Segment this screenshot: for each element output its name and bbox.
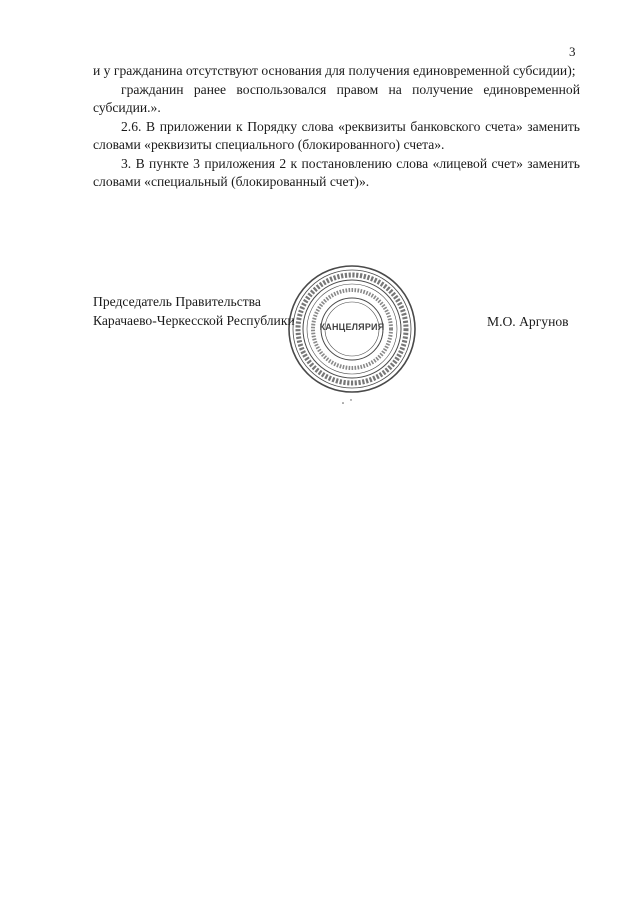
document-body xyxy=(93,62,580,192)
page-number: 3 xyxy=(569,44,576,59)
signature-name: М.О. Аргунов xyxy=(487,314,569,329)
signature-title-line-1: Председатель Правительства xyxy=(93,294,261,309)
scan-artifact xyxy=(340,394,360,404)
paragraph-4: 3. В пункте 3 приложения 2 к постановлению слова «лицевой счет» заменить словами «специальный (блокированный счет)». xyxy=(93,155,580,189)
official-seal xyxy=(286,264,418,394)
signature-title-line-2: Карачаево-Черкесской Республики xyxy=(93,312,295,328)
paragraph-1: и у гражданина отсутствуют основания для получения единовременной субсидии); xyxy=(93,63,576,78)
paragraph-2: гражданин ранее воспользовался правом на получение единовременной субсидии.». xyxy=(93,81,580,115)
paragraph-3: 2.6. В приложении к Порядку слова «реквизиты банковского счета» заменить словами «реквизиты специального (блокированного) счета». xyxy=(93,118,580,152)
seal-center-label: КАНЦЕЛЯРИЯ xyxy=(319,322,385,332)
signature-title xyxy=(93,293,295,330)
